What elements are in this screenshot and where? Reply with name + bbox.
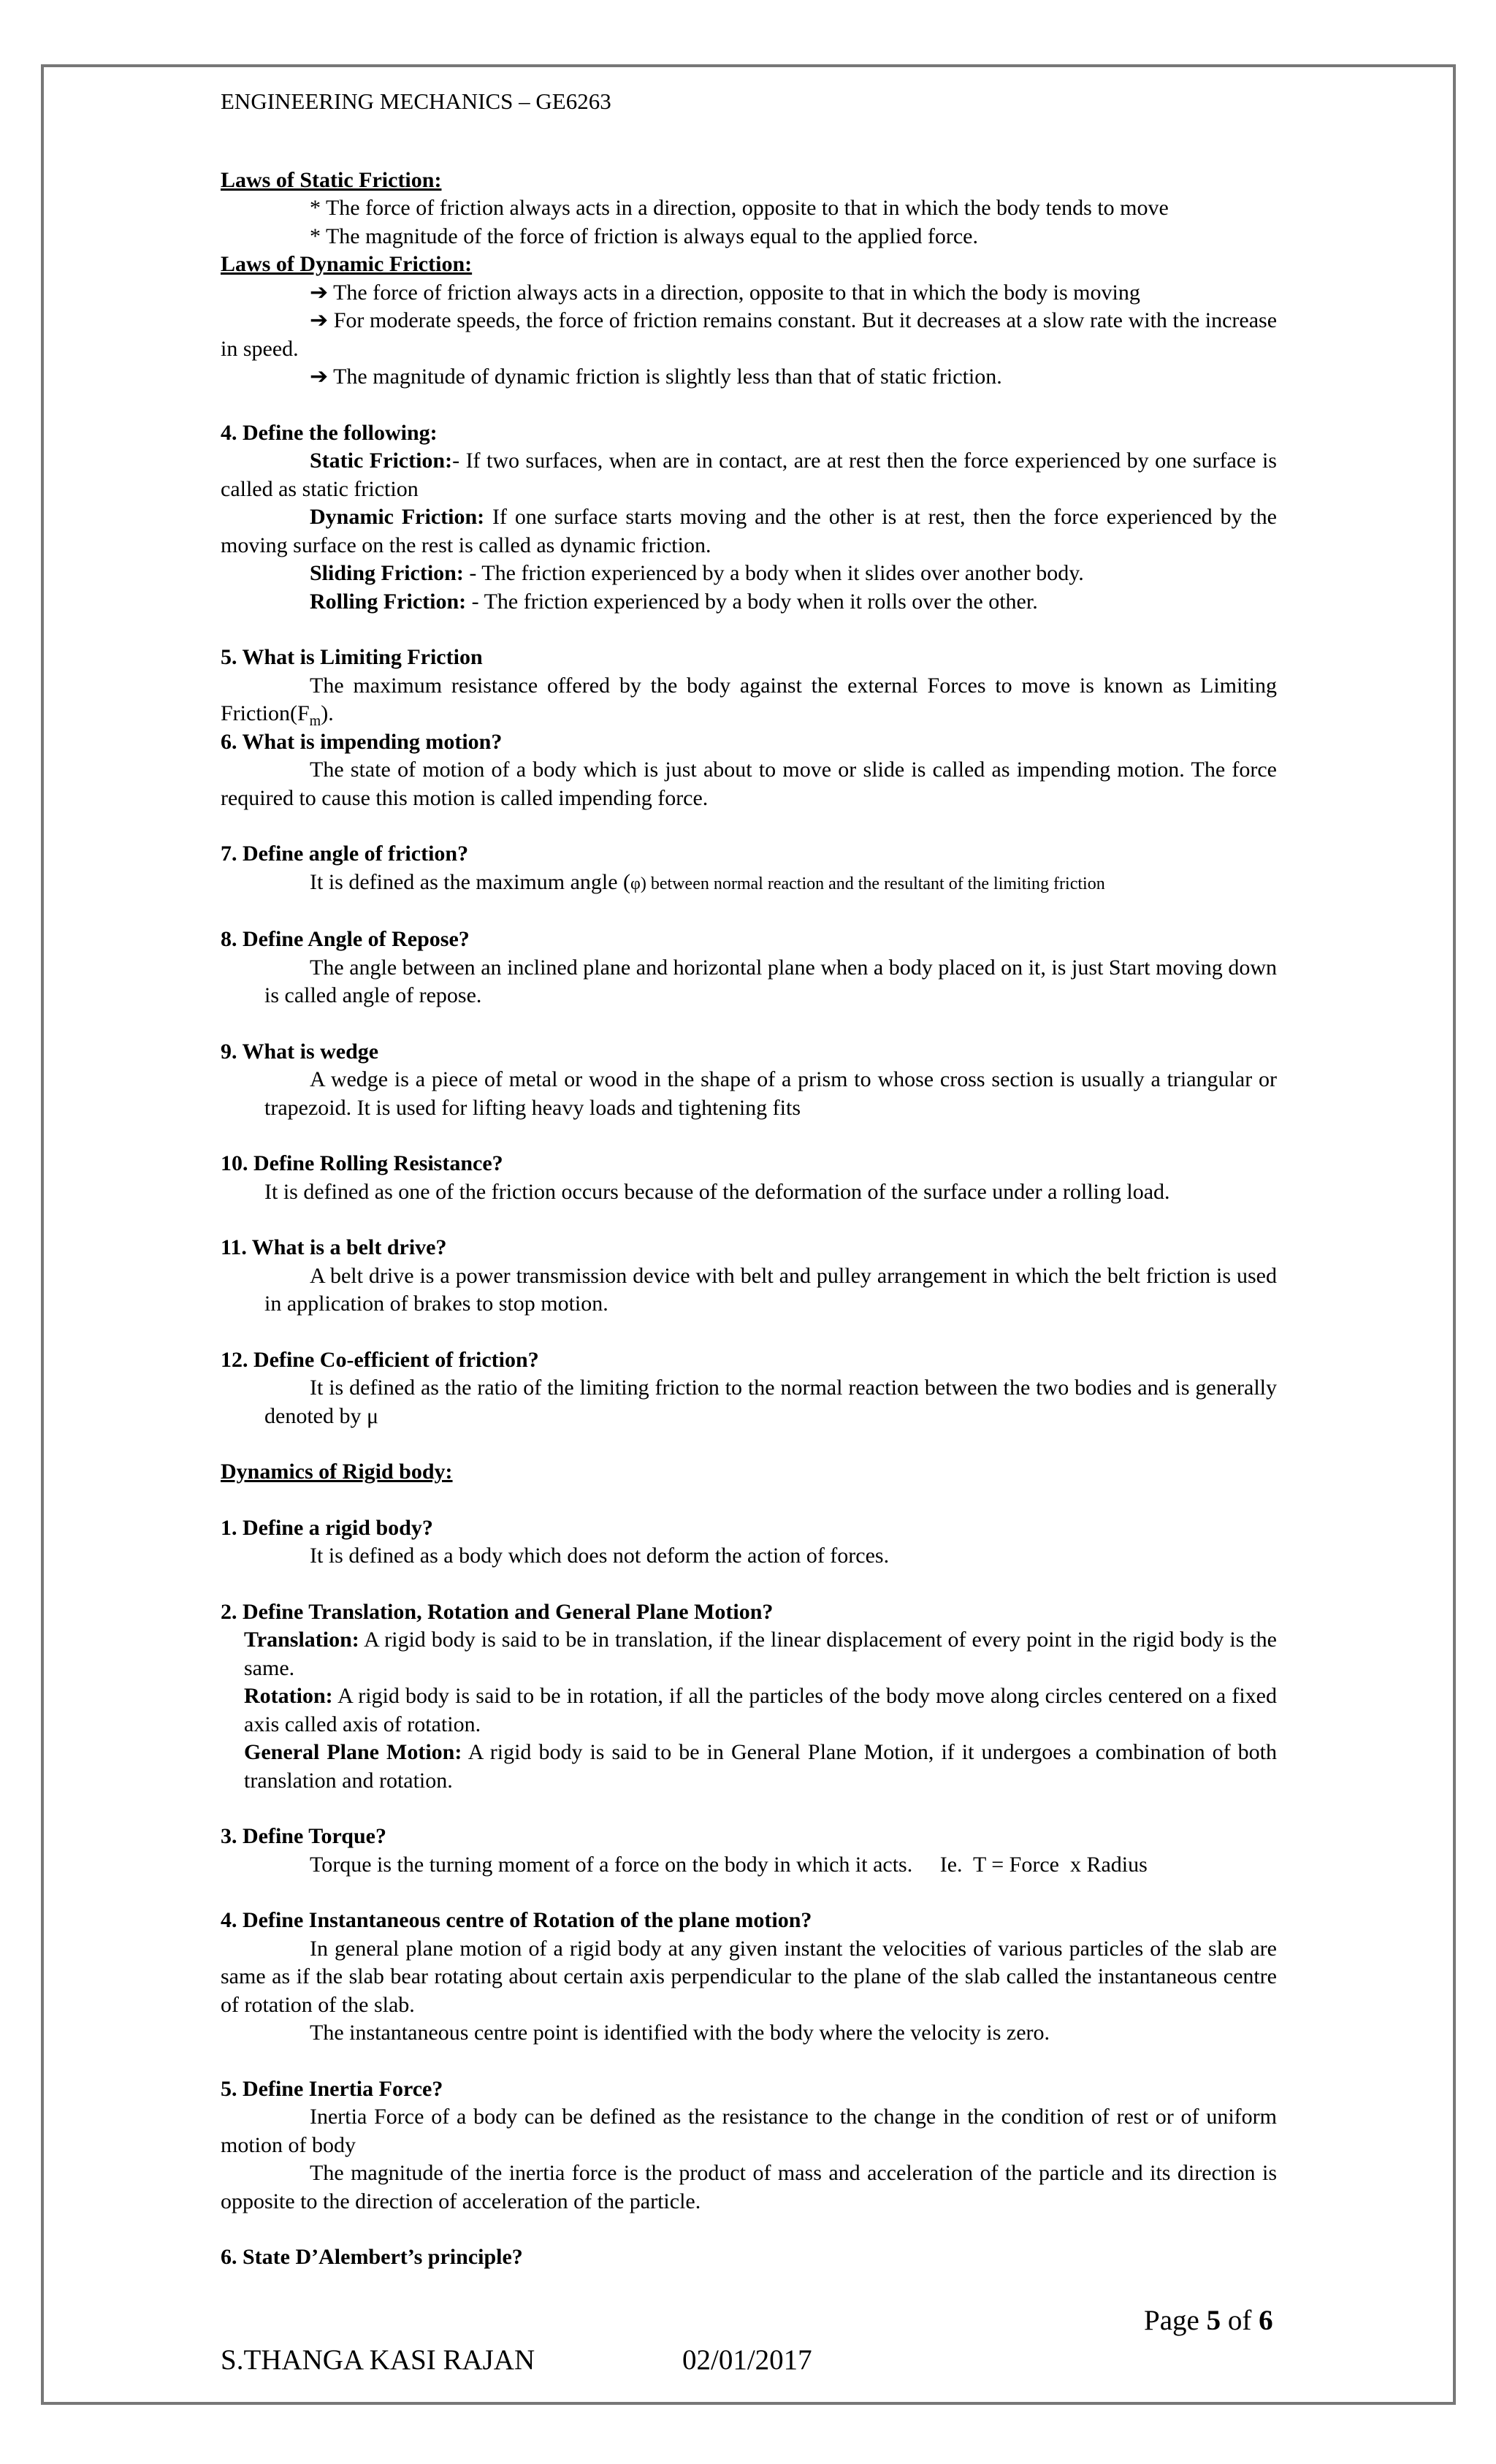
arrow-icon: ➔ (310, 308, 329, 332)
q4-title: 4. Define the following: (221, 420, 438, 445)
q7-text: It is defined as the maximum angle (φ) between normal reaction and the resultant of the limiting friction (310, 869, 1105, 894)
q12-title: 12. Define Co-efficient of friction? (221, 1347, 539, 1372)
r6-title: 6. State D’Alembert’s principle? (221, 2245, 523, 2269)
dynamic-laws-title: Laws of Dynamic Friction: (221, 252, 473, 276)
r1-text: It is defined as a body which does not deform the action of forces. (310, 1544, 890, 1568)
dynamic-law-2: ➔ For moderate speeds, the force of friction remains constant. But it decreases at a slow rate with the increase in speed. (221, 308, 1278, 361)
q9-text: A wedge is a piece of metal or wood in the shape of a prism to whose cross section is usually a triangular or trapezoid. It is used for lifting heavy loads and tightening fits (264, 1067, 1277, 1120)
arrow-icon: ➔ (310, 280, 329, 305)
q4-rolling: Rolling Friction: - The friction experienced by a body when it rolls over the other. (310, 589, 1038, 614)
q8-text: The angle between an inclined plane and horizontal plane when a body placed on it, is just Start moving down is called angle of repose. (264, 955, 1277, 1007)
static-law-1: * The force of friction always acts in a direction, opposite to that in which the body tends to move (310, 196, 1169, 220)
static-law-2: * The magnitude of the force of friction is always equal to the applied force. (310, 224, 978, 248)
r5-title: 5. Define Inertia Force? (221, 2076, 443, 2101)
r1-title: 1. Define a rigid body? (221, 1515, 433, 1540)
r2-translation: Translation: A rigid body is said to be in translation, if the linear displacement of every point in the rigid body is the same. (244, 1628, 1277, 1680)
q4-dynamic: Dynamic Friction: If one surface starts moving and the other is at rest, then the force experienced by the moving surface on the rest is called as dynamic friction. (221, 505, 1277, 557)
r2-general-plane: General Plane Motion: A rigid body is said to be in General Plane Motion, if it undergoes a combination of both translation and rotation. (244, 1740, 1277, 1793)
r2-rotation: Rotation: A rigid body is said to be in rotation, if all the particles of the body move along circles centered on a fixed axis called axis of rotation. (244, 1684, 1277, 1736)
r4-text-1: In general plane motion of a rigid body at any given instant the velocities of various particles of the slab are same as if the slab bear rotating about certain axis perpendicular to the plane of the slab called the instantaneous centre of rotation of the slab. (221, 1936, 1277, 2017)
q10-title: 10. Define Rolling Resistance? (221, 1151, 503, 1175)
q4-static: Static Friction:- If two surfaces, when are in contact, are at rest then the force experienced by one surface is called as static friction (221, 449, 1277, 501)
q5-title: 5. What is Limiting Friction (221, 645, 483, 669)
dynamic-law-1: ➔ The force of friction always acts in a direction, opposite to that in which the body is moving (310, 280, 1140, 305)
page-number: Page 5 of 6 (1144, 2305, 1273, 2336)
q5-text: The maximum resistance offered by the body against the external Forces to move is known as Limiting $Friction(F_m)$. (221, 673, 1277, 729)
q4-sliding: Sliding Friction: - The friction experienced by a body when it slides over another body. (310, 561, 1084, 585)
q11-text: A belt drive is a power transmission device with belt and pulley arrangement in which the belt friction is used in application of brakes to stop motion. (264, 1263, 1277, 1316)
r4-text-2: The instantaneous centre point is identified with the body where the velocity is zero. (310, 2021, 1050, 2045)
arrow-icon: ➔ (310, 365, 329, 389)
q12-text: It is defined as the ratio of the limiting friction to the normal reaction between the two bodies and is generally denoted by μ (264, 1376, 1277, 1428)
static-laws-title: Laws of Static Friction: (221, 167, 442, 192)
q6-text: The state of motion of a body which is just about to move or slide is called as impending motion. The force required to cause this motion is called impending force. (221, 758, 1277, 810)
q9-title: 9. What is wedge (221, 1039, 379, 1064)
q8-title: 8. Define Angle of Repose? (221, 927, 470, 951)
q10-text: It is defined as one of the friction occurs because of the deformation of the surface under a rolling load. (264, 1179, 1170, 1204)
q6-title: 6. What is impending motion? (221, 729, 503, 754)
q11-title: 11. What is a belt drive? (221, 1235, 447, 1259)
footer-date: 02/01/2017 (682, 2344, 812, 2376)
footer-author: S.THANGA KASI RAJAN (221, 2344, 535, 2376)
r3-text: Torque is the turning moment of a force on the body in which it acts. Ie. T = Force x Radius (310, 1852, 1148, 1877)
q7-title: 7. Define angle of friction? (221, 842, 469, 866)
r4-title: 4. Define Instantaneous centre of Rotation of the plane motion? (221, 1908, 812, 1932)
page-header: ENGINEERING MECHANICS – GE6263 (221, 88, 611, 114)
r3-title: 3. Define Torque? (221, 1824, 386, 1848)
rigid-body-title: Dynamics of Rigid body: (221, 1460, 453, 1484)
dynamic-law-3: ➔ The magnitude of dynamic friction is slightly less than that of static friction. (310, 365, 1002, 389)
r5-text-2: The magnitude of the inertia force is the product of mass and acceleration of the particle and its direction is opposite to the direction of acceleration of the particle. (221, 2161, 1277, 2213)
document-body (221, 88, 1277, 2272)
r5-text-1: Inertia Force of a body can be defined as the resistance to the change in the condition of rest or of uniform motion of body (221, 2105, 1277, 2157)
r2-title: 2. Define Translation, Rotation and General Plane Motion? (221, 1599, 774, 1624)
